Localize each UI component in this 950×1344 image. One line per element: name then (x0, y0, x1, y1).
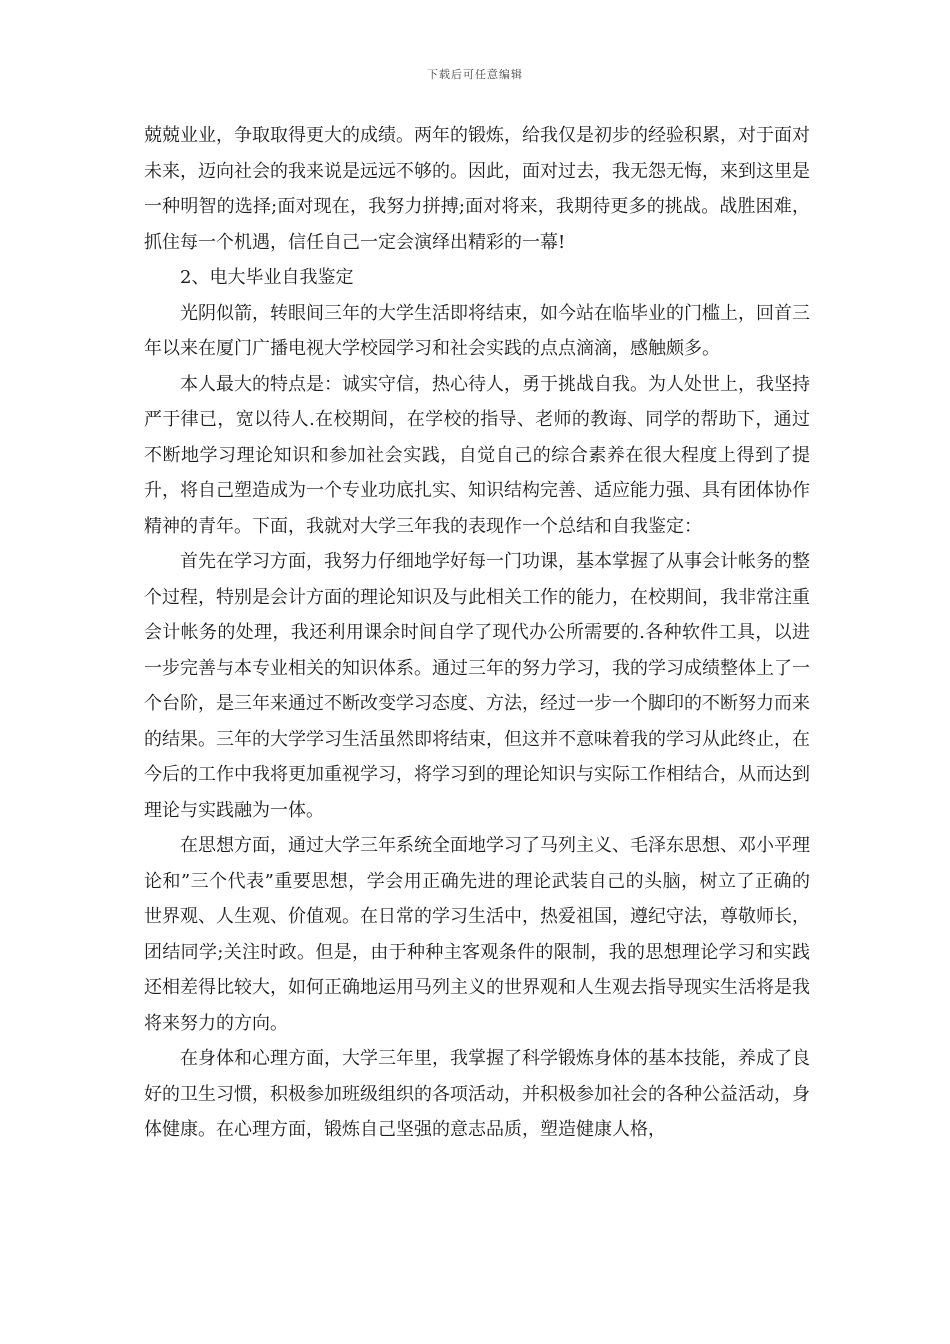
page-header: 下载后可任意编辑 (427, 68, 523, 81)
paragraph-health: 在身体和心理方面，大学三年里，我掌握了科学锻炼身体的基本技能，养成了良好的卫生习惯，积极参加班级组织的各项活动，并积极参加社会的各种公益活动，身体健康。在心理方面，锻炼自己坚强的意志品质，塑造健康人格， (144, 1048, 810, 1140)
paragraph-intro: 光阴似箭，转眼间三年的大学生活即将结束，如今站在临毕业的门槛上，回首三年以来在厦门广播电视大学校园学习和社会实践的点点滴滴，感触颇多。 (144, 302, 810, 359)
paragraph-ideology: 在思想方面，通过大学三年系统全面地学习了马列主义、毛泽东思想、邓小平理论和”三个代表”重要思想，学会用正确先进的理论武装自己的头脑，树立了正确的世界观、人生观、价值观。在日常的学习生活中，热爱祖国，遵纪守法，尊敬师长，团结同学;关注时政。但是，由于种种主客观条件的限制，我的思想理论学习和实践还相差得比较大，如何正确地运用马列主义的世界观和人生观去指导现实生活将是我将来努力的方向。 (144, 835, 810, 1034)
paragraph-continuation: 兢兢业业，争取取得更大的成绩。两年的锻炼，给我仅是初步的经验积累，对于面对未来，迈向社会的我来说是远远不够的。因此，面对过去，我无怨无悔，来到这里是一种明智的选择;面对现在，我努力拼搏;面对将来，我期待更多的挑战。战胜困难，抓住每一个机遇，信任自己一定会演绎出精彩的一幕! (144, 125, 810, 253)
section-heading: 2、电大毕业自我鉴定 (180, 267, 354, 288)
paragraph-study: 首先在学习方面，我努力仔细地学好每一门功课，基本掌握了从事会计帐务的整个过程，特别是会计方面的理论知识及与此相关工作的能力，在校期间，我非常注重会计帐务的处理，我还利用课余时间自学了现代办公所需要的.各种软件工具，以进一步完善与本专业相关的知识体系。通过三年的努力学习，我的学习成绩整体上了一个台阶，是三年来通过不断改变学习态度、方法，经过一步一个脚印的不断努力而来的结果。三年的大学学习生活虽然即将结束，但这并不意味着我的学习从此终止，在今后的工作中我将更加重视学习，将学习到的理论知识与实际工作相结合，从而达到理论与实践融为一体。 (144, 551, 810, 821)
document-body (144, 118, 810, 1148)
paragraph-traits: 本人最大的特点是：诚实守信，热心待人，勇于挑战自我。为人处世上，我坚持严于律已，宽以待人.在校期间，在学校的指导、老师的教诲、同学的帮助下，通过不断地学习理论知识和参加社会实践，自觉自己的综合素养在很大程度上得到了提升，将自己塑造成为一个专业功底扎实、知识结构完善、适应能力强、具有团体协作精神的青年。下面，我就对大学三年我的表现作一个总结和自我鉴定： (144, 373, 810, 537)
